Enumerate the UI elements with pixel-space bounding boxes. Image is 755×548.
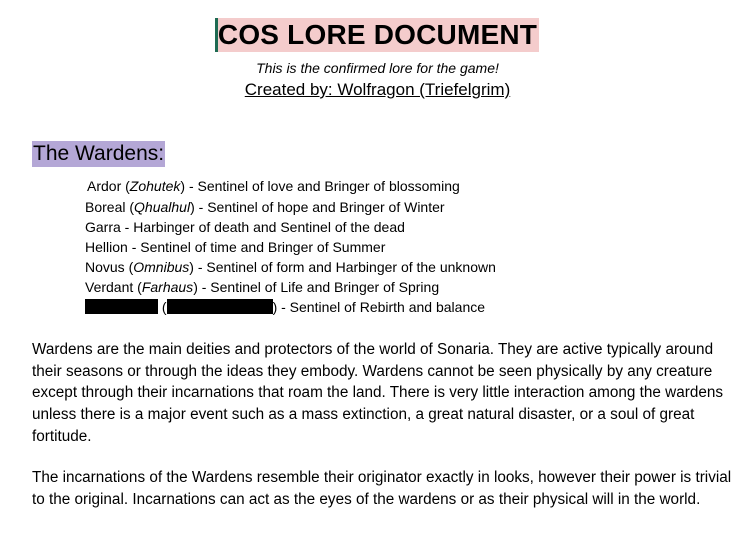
paragraph-incarnations: The incarnations of the Wardens resemble their originator exactly in looks, however their power is trivial to the original. Incarnations can act as the eyes of the wardens or as their physical will in the world. — [32, 469, 732, 508]
warden-description: - Sentinel of hope and Bringer of Winter — [194, 199, 445, 215]
section-heading-wardens: The Wardens: — [33, 142, 165, 165]
paragraph-wardens-overview: Wardens are the main deities and protectors of the world of Sonaria. They are active typically around their seasons or through the ideas they embody. Wardens cannot be seen physically by any creature except through their incarnations that roam the land. There is very little interaction among the wardens unless there is a major event such as a mass extinction, a great natural disaster, or a soul of great fortitude. — [32, 341, 724, 445]
warden-alias: Omnibus — [133, 259, 190, 275]
warden-description: - Sentinel of form and Harbinger of the unknown — [193, 259, 496, 275]
warden-description: - Harbinger of death and Sentinel of the dead — [120, 219, 405, 235]
redacted-name-block — [85, 299, 158, 314]
creator-credit: Created by: Wolfragon (Triefelgrim) — [244, 80, 511, 99]
warden-description: - Sentinel of time and Bringer of Summer — [127, 239, 386, 255]
warden-list-item-redacted: ( ) - Sentinel of Rebirth and balance — [85, 297, 496, 317]
warden-list-item — [85, 197, 496, 217]
redacted-alias-block — [167, 299, 273, 314]
warden-description: - Sentinel of Life and Bringer of Spring — [197, 279, 440, 295]
warden-name: Boreal — [85, 199, 126, 215]
warden-alias-wrap: (Omnibus) — [128, 259, 194, 275]
warden-alias-wrap: (Qhualhul) — [129, 199, 195, 215]
warden-name: Ardor — [87, 178, 122, 194]
warden-list — [85, 176, 496, 317]
warden-description: ) - Sentinel of Rebirth and balance — [272, 299, 486, 315]
warden-alias: Farhaus — [141, 279, 194, 295]
document-title[interactable] — [216, 18, 539, 52]
warden-list-item — [87, 176, 496, 196]
warden-list-item — [85, 217, 496, 237]
warden-alias: Zohutek — [129, 178, 181, 194]
warden-description: - Sentinel of love and Bringer of blossoming — [185, 178, 460, 194]
text-cursor — [215, 18, 218, 52]
warden-name: Garra — [85, 219, 121, 235]
warden-list-item — [85, 257, 496, 277]
document-subtitle: This is the confirmed lore for the game! — [256, 60, 499, 76]
warden-list-item — [85, 237, 496, 257]
warden-list-item — [85, 277, 496, 297]
warden-alias: Qhualhul — [134, 199, 191, 215]
document-title-text: COS LORE DOCUMENT — [217, 19, 538, 50]
warden-alias-wrap: (Farhaus) — [137, 279, 198, 295]
warden-name: Verdant — [85, 279, 134, 295]
title-row — [0, 18, 755, 52]
warden-alias-wrap: (Zohutek) — [125, 178, 186, 194]
warden-name: Novus — [85, 259, 125, 275]
warden-name: Hellion — [85, 239, 128, 255]
